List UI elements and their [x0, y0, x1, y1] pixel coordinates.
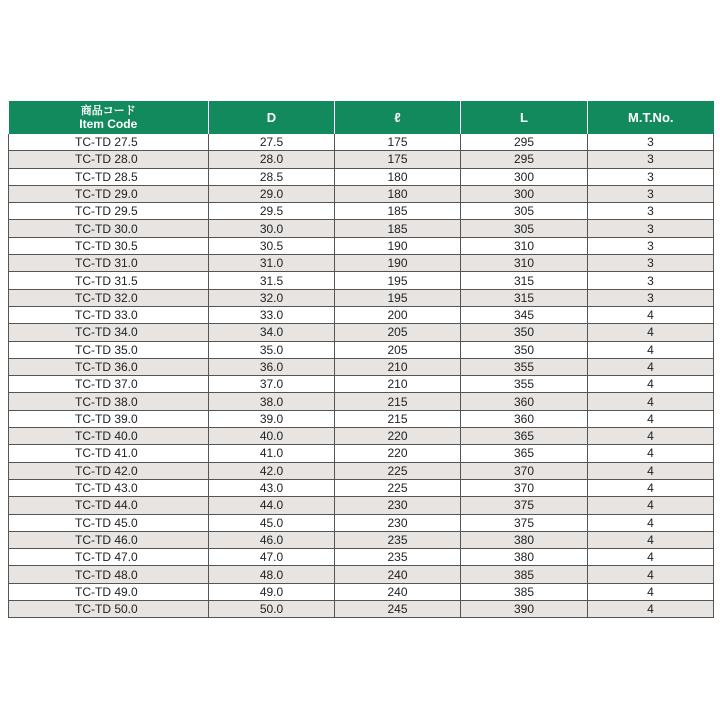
cell-d: 36.0 [209, 358, 335, 375]
cell-d: 48.0 [209, 566, 335, 583]
cell-l-small: 180 [335, 168, 461, 185]
table-row [9, 358, 714, 375]
table-row [9, 445, 714, 462]
table-row [9, 151, 714, 168]
cell-mt-no: 4 [588, 549, 714, 566]
cell-l-large: 350 [461, 324, 588, 341]
cell-d: 38.0 [209, 393, 335, 410]
table-header [9, 101, 714, 134]
cell-l-large: 310 [461, 255, 588, 272]
cell-mt-no: 4 [588, 324, 714, 341]
cell-l-small: 235 [335, 549, 461, 566]
table-body [9, 134, 714, 618]
cell-l-large: 295 [461, 134, 588, 151]
cell-item-code: TC-TD 43.0 [9, 479, 209, 496]
cell-l-large: 360 [461, 393, 588, 410]
cell-d: 28.5 [209, 168, 335, 185]
header-row [9, 101, 714, 134]
cell-l-large: 380 [461, 531, 588, 548]
cell-item-code: TC-TD 42.0 [9, 462, 209, 479]
cell-d: 45.0 [209, 514, 335, 531]
cell-mt-no: 3 [588, 203, 714, 220]
cell-mt-no: 3 [588, 220, 714, 237]
table-row [9, 306, 714, 323]
table-row [9, 410, 714, 427]
cell-l-small: 210 [335, 358, 461, 375]
header-item-code [9, 101, 209, 134]
cell-l-large: 350 [461, 341, 588, 358]
cell-d: 44.0 [209, 497, 335, 514]
cell-l-small: 225 [335, 479, 461, 496]
table-row [9, 272, 714, 289]
table-row [9, 514, 714, 531]
cell-l-large: 305 [461, 203, 588, 220]
cell-d: 31.0 [209, 255, 335, 272]
cell-l-large: 370 [461, 462, 588, 479]
table-row [9, 289, 714, 306]
cell-l-large: 300 [461, 168, 588, 185]
header-d: D [209, 101, 335, 134]
cell-mt-no: 4 [588, 566, 714, 583]
cell-d: 43.0 [209, 479, 335, 496]
cell-d: 32.0 [209, 289, 335, 306]
cell-mt-no: 4 [588, 531, 714, 548]
cell-l-large: 365 [461, 428, 588, 445]
cell-mt-no: 3 [588, 289, 714, 306]
cell-l-large: 345 [461, 306, 588, 323]
cell-item-code: TC-TD 36.0 [9, 358, 209, 375]
cell-l-small: 185 [335, 203, 461, 220]
table-row [9, 583, 714, 600]
cell-l-small: 245 [335, 601, 461, 618]
cell-item-code: TC-TD 35.0 [9, 341, 209, 358]
cell-item-code: TC-TD 39.0 [9, 410, 209, 427]
cell-l-small: 235 [335, 531, 461, 548]
cell-l-small: 180 [335, 185, 461, 202]
cell-l-small: 220 [335, 445, 461, 462]
table-row [9, 255, 714, 272]
cell-mt-no: 4 [588, 445, 714, 462]
cell-d: 35.0 [209, 341, 335, 358]
cell-item-code: TC-TD 38.0 [9, 393, 209, 410]
cell-l-large: 365 [461, 445, 588, 462]
table-row [9, 428, 714, 445]
table-row [9, 168, 714, 185]
table-row [9, 549, 714, 566]
cell-l-small: 205 [335, 341, 461, 358]
cell-item-code: TC-TD 30.0 [9, 220, 209, 237]
cell-item-code: TC-TD 31.0 [9, 255, 209, 272]
cell-l-small: 225 [335, 462, 461, 479]
cell-d: 41.0 [209, 445, 335, 462]
table-row [9, 531, 714, 548]
cell-d: 29.0 [209, 185, 335, 202]
table-row [9, 393, 714, 410]
table-row [9, 324, 714, 341]
cell-item-code: TC-TD 28.0 [9, 151, 209, 168]
cell-mt-no: 4 [588, 479, 714, 496]
table-row [9, 601, 714, 618]
cell-item-code: TC-TD 40.0 [9, 428, 209, 445]
header-l-large: L [461, 101, 588, 134]
cell-d: 30.0 [209, 220, 335, 237]
cell-item-code: TC-TD 31.5 [9, 272, 209, 289]
cell-d: 49.0 [209, 583, 335, 600]
cell-mt-no: 3 [588, 272, 714, 289]
cell-mt-no: 3 [588, 185, 714, 202]
cell-item-code: TC-TD 48.0 [9, 566, 209, 583]
cell-l-small: 195 [335, 272, 461, 289]
cell-l-small: 220 [335, 428, 461, 445]
cell-l-small: 205 [335, 324, 461, 341]
cell-d: 47.0 [209, 549, 335, 566]
table-row [9, 497, 714, 514]
cell-l-large: 295 [461, 151, 588, 168]
table-row [9, 376, 714, 393]
cell-item-code: TC-TD 29.0 [9, 185, 209, 202]
cell-item-code: TC-TD 45.0 [9, 514, 209, 531]
cell-mt-no: 4 [588, 497, 714, 514]
cell-mt-no: 3 [588, 168, 714, 185]
cell-d: 28.0 [209, 151, 335, 168]
cell-l-small: 185 [335, 220, 461, 237]
cell-l-small: 190 [335, 237, 461, 254]
table-row [9, 203, 714, 220]
cell-l-large: 360 [461, 410, 588, 427]
cell-d: 42.0 [209, 462, 335, 479]
cell-item-code: TC-TD 47.0 [9, 549, 209, 566]
cell-l-large: 355 [461, 376, 588, 393]
cell-l-small: 175 [335, 151, 461, 168]
table-row [9, 185, 714, 202]
cell-l-large: 385 [461, 583, 588, 600]
cell-item-code: TC-TD 50.0 [9, 601, 209, 618]
cell-mt-no: 3 [588, 151, 714, 168]
cell-d: 33.0 [209, 306, 335, 323]
cell-d: 30.5 [209, 237, 335, 254]
cell-mt-no: 4 [588, 341, 714, 358]
header-item-code-jp: 商品コード [80, 104, 136, 117]
table-row [9, 462, 714, 479]
cell-mt-no: 3 [588, 134, 714, 151]
cell-l-small: 215 [335, 410, 461, 427]
cell-item-code: TC-TD 32.0 [9, 289, 209, 306]
cell-item-code: TC-TD 46.0 [9, 531, 209, 548]
cell-mt-no: 4 [588, 393, 714, 410]
cell-d: 37.0 [209, 376, 335, 393]
cell-l-large: 370 [461, 479, 588, 496]
cell-l-large: 300 [461, 185, 588, 202]
cell-l-large: 375 [461, 514, 588, 531]
cell-d: 46.0 [209, 531, 335, 548]
cell-mt-no: 4 [588, 358, 714, 375]
header-mt-no: M.T.No. [588, 101, 714, 134]
cell-mt-no: 4 [588, 514, 714, 531]
cell-l-small: 210 [335, 376, 461, 393]
cell-l-small: 195 [335, 289, 461, 306]
cell-mt-no: 3 [588, 255, 714, 272]
cell-item-code: TC-TD 28.5 [9, 168, 209, 185]
cell-d: 34.0 [209, 324, 335, 341]
cell-l-large: 375 [461, 497, 588, 514]
cell-l-large: 310 [461, 237, 588, 254]
header-item-code-en: Item Code [79, 116, 138, 131]
cell-l-large: 315 [461, 289, 588, 306]
cell-item-code: TC-TD 44.0 [9, 497, 209, 514]
table-row [9, 341, 714, 358]
cell-item-code: TC-TD 27.5 [9, 134, 209, 151]
table-row [9, 237, 714, 254]
cell-l-large: 355 [461, 358, 588, 375]
cell-l-large: 385 [461, 566, 588, 583]
cell-item-code: TC-TD 30.5 [9, 237, 209, 254]
cell-d: 39.0 [209, 410, 335, 427]
cell-l-large: 305 [461, 220, 588, 237]
table-row [9, 566, 714, 583]
cell-l-small: 190 [335, 255, 461, 272]
cell-l-small: 175 [335, 134, 461, 151]
cell-item-code: TC-TD 29.5 [9, 203, 209, 220]
cell-l-large: 380 [461, 549, 588, 566]
cell-l-small: 230 [335, 497, 461, 514]
cell-d: 40.0 [209, 428, 335, 445]
cell-d: 29.5 [209, 203, 335, 220]
cell-d: 27.5 [209, 134, 335, 151]
cell-mt-no: 4 [588, 583, 714, 600]
cell-l-small: 215 [335, 393, 461, 410]
cell-l-small: 230 [335, 514, 461, 531]
cell-mt-no: 4 [588, 410, 714, 427]
header-l-small: ℓ [335, 101, 461, 134]
spec-table [8, 101, 714, 618]
cell-item-code: TC-TD 33.0 [9, 306, 209, 323]
cell-item-code: TC-TD 37.0 [9, 376, 209, 393]
cell-mt-no: 4 [588, 376, 714, 393]
table-row [9, 479, 714, 496]
cell-d: 31.5 [209, 272, 335, 289]
cell-l-large: 315 [461, 272, 588, 289]
cell-mt-no: 4 [588, 428, 714, 445]
cell-l-small: 200 [335, 306, 461, 323]
cell-item-code: TC-TD 49.0 [9, 583, 209, 600]
cell-item-code: TC-TD 34.0 [9, 324, 209, 341]
cell-l-small: 240 [335, 566, 461, 583]
cell-mt-no: 4 [588, 306, 714, 323]
table-row [9, 134, 714, 151]
cell-mt-no: 4 [588, 462, 714, 479]
cell-mt-no: 3 [588, 237, 714, 254]
cell-d: 50.0 [209, 601, 335, 618]
cell-item-code: TC-TD 41.0 [9, 445, 209, 462]
cell-l-small: 240 [335, 583, 461, 600]
cell-l-large: 390 [461, 601, 588, 618]
cell-mt-no: 4 [588, 601, 714, 618]
table-row [9, 220, 714, 237]
